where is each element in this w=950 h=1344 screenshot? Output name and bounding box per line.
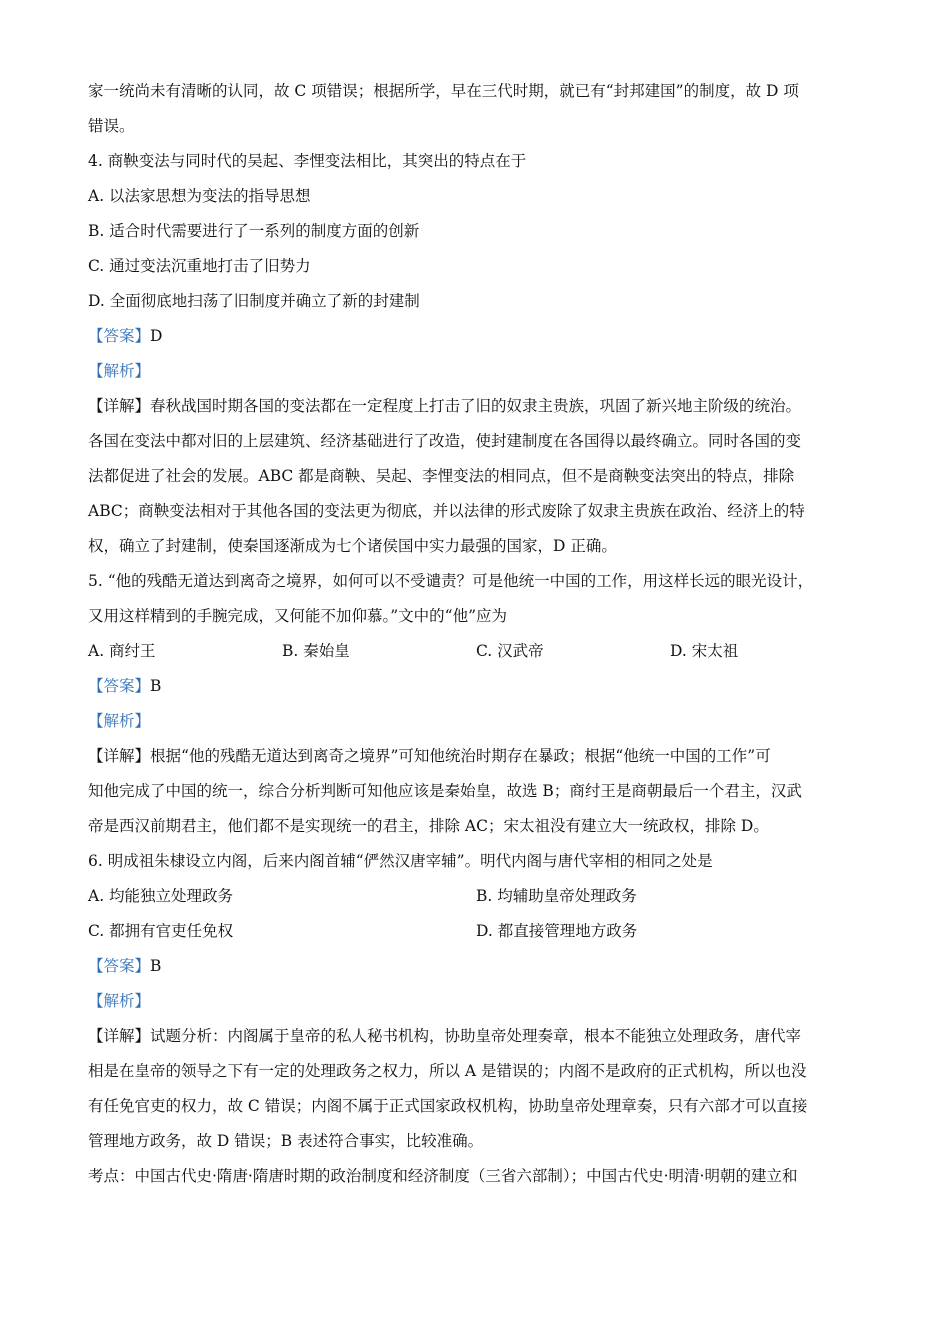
analysis-tag: 【解析】 [88, 992, 151, 1010]
question-4-detail-line: 各国在变法中都对旧的上层建筑、经济基础进行了改造，使封建制度在各国得以最终确立。同时各国的变 [88, 432, 802, 450]
question-4-option-c: C. 通过变法沉重地打击了旧势力 [88, 257, 311, 275]
question-6-option-a: A. 均能独立处理政务 [88, 887, 234, 905]
answer-value: B [150, 957, 162, 975]
question-6-options-row [88, 879, 864, 914]
question-4-stem: 4. 商鞅变法与同时代的吴起、李悝变法相比，其突出的特点在于 [88, 152, 527, 170]
question-4-option-b: B. 适合时代需要进行了一系列的制度方面的创新 [88, 222, 420, 240]
question-5-options [88, 634, 864, 669]
text-line: 错误。 [88, 117, 135, 135]
question-4-option-a: A. 以法家思想为变法的指导思想 [88, 187, 311, 205]
question-6-option-d: D. 都直接管理地方政务 [476, 922, 638, 940]
question-5-detail-line: 知他完成了中国的统一，综合分析判断可知他应该是秦始皇，故选 B；商纣王是商朝最后一个君主，汉武 [88, 782, 802, 800]
question-4-detail-line: ABC；商鞅变法相对于其他各国的变法更为彻底，并以法律的形式废除了奴隶主贵族在政治、经济上的特 [88, 502, 805, 520]
detail-tag: 【详解】 [88, 397, 151, 415]
analysis-tag: 【解析】 [88, 712, 151, 730]
detail-tag: 【详解】 [88, 747, 151, 765]
answer-value: B [150, 677, 162, 695]
question-4-option-d: D. 全面彻底地扫荡了旧制度并确立了新的封建制 [88, 292, 420, 310]
question-6-stem: 6. 明成祖朱棣设立内阁，后来内阁首辅“俨然汉唐宰辅”。明代内阁与唐代宰相的相同之处是 [88, 852, 713, 870]
question-4-detail-line: 权，确立了封建制，使秦国逐渐成为七个诸侯国中实力最强的国家，D 正确。 [88, 537, 617, 555]
question-4-answer [88, 319, 864, 354]
document-content [88, 74, 864, 1194]
text-line: 家一统尚未有清晰的认同，故 C 项错误；根据所学，早在三代时期，就已有“封邦建国”的制度，故 D 项 [88, 82, 799, 100]
answer-tag: 【答案】 [88, 677, 151, 695]
question-5-stem: 又用这样精到的手腕完成，又何能不加仰慕。”文中的“他”应为 [88, 607, 508, 625]
question-5-option-d: D. 宋太祖 [670, 642, 739, 660]
question-6-analysis [88, 984, 864, 1019]
answer-tag: 【答案】 [88, 327, 151, 345]
question-5-option-a: A. 商纣王 [88, 642, 156, 660]
question-6-options-row [88, 914, 864, 949]
question-5-option-c: C. 汉武帝 [476, 642, 544, 660]
question-4-analysis [88, 354, 864, 389]
detail-text: 根据“他的残酷无道达到离奇之境界”可知他统治时期存在暴政；根据“他统一中国的工作”可 [150, 747, 771, 765]
question-4-detail-line [88, 389, 864, 424]
question-5-option-b: B. 秦始皇 [282, 642, 350, 660]
answer-tag: 【答案】 [88, 957, 151, 975]
question-5-detail-line [88, 739, 864, 774]
question-4-detail-line: 法都促进了社会的发展。ABC 都是商鞅、吴起、李悝变法的相同点，但不是商鞅变法突出的特点，排除 [88, 467, 795, 485]
question-6-detail-line: 有任免官吏的权力，故 C 错误；内阁不属于正式国家政权机构，协助皇帝处理章奏，只有六部才可以直接 [88, 1097, 808, 1115]
question-6-detail-line [88, 1019, 864, 1054]
question-5-analysis [88, 704, 864, 739]
question-5-stem: 5. “他的残酷无道达到离奇之境界，如何可以不受谴责？可是他统一中国的工作，用这样长远的眼光设计， [88, 572, 814, 590]
question-6-option-c: C. 都拥有官吏任免权 [88, 922, 234, 940]
question-6-detail-line: 管理地方政务，故 D 错误；B 表述符合事实，比较准确。 [88, 1132, 484, 1150]
detail-text: 试题分析：内阁属于皇帝的私人秘书机构，协助皇帝处理奏章，根本不能独立处理政务，唐代宰 [150, 1027, 802, 1045]
answer-value: D [150, 327, 163, 345]
kaodian-line: 考点：中国古代史·隋唐·隋唐时期的政治制度和经济制度（三省六部制）；中国古代史·明清·明朝的建立和 [88, 1167, 798, 1185]
question-6-option-b: B. 均辅助皇帝处理政务 [476, 887, 637, 905]
question-5-detail-line: 帝是西汉前期君主，他们都不是实现统一的君主，排除 AC；宋太祖没有建立大一统政权，排除 D。 [88, 817, 769, 835]
detail-tag: 【详解】 [88, 1027, 151, 1045]
question-6-detail-line: 相是在皇帝的领导之下有一定的处理政务之权力，所以 A 是错误的；内阁不是政府的正式机构，所以也没 [88, 1062, 807, 1080]
question-5-answer [88, 669, 864, 704]
question-6-answer [88, 949, 864, 984]
analysis-tag: 【解析】 [88, 362, 151, 380]
detail-text: 春秋战国时期各国的变法都在一定程度上打击了旧的奴隶主贵族，巩固了新兴地主阶级的统治。 [150, 397, 802, 415]
